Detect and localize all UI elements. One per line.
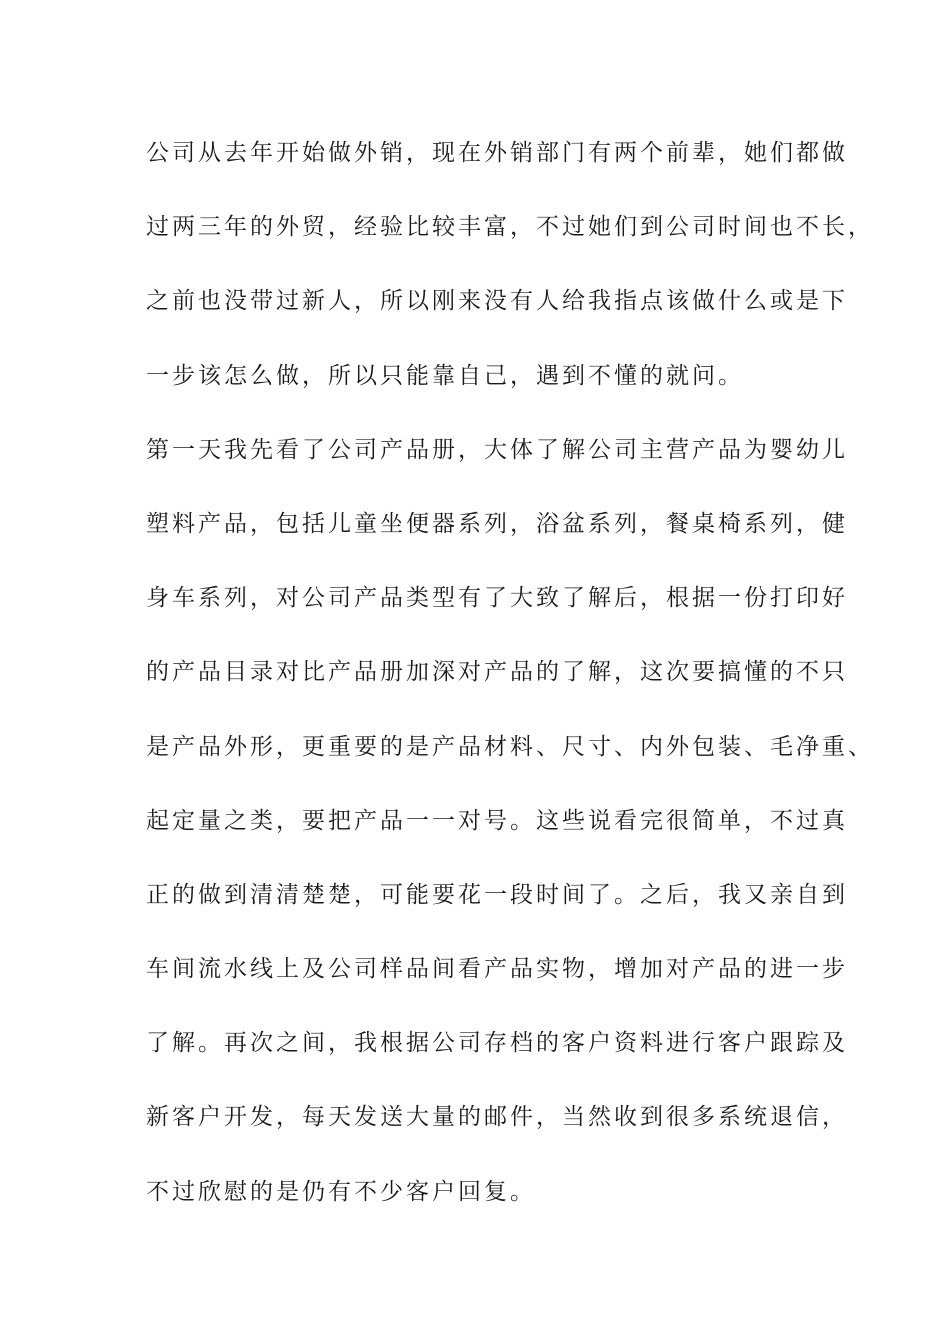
text-line: 不过欣慰的是仍有不少客户回复。 <box>146 1178 536 1205</box>
text-line: 是产品外形，更重要的是产品材料、尺寸、内外包装、毛净重、 <box>146 733 874 760</box>
text-line: 的产品目录对比产品册加深对产品的了解，这次要搞懂的不只 <box>146 659 848 686</box>
text-line: 公司从去年开始做外销，现在外销部门有两个前辈，她们都做 <box>146 140 848 166</box>
text-line: 塑料产品，包括儿童坐便器系列，浴盆系列，餐桌椅系列，健 <box>146 510 848 537</box>
text-line: 正的做到清清楚楚，可能要花一段时间了。之后，我又亲自到 <box>146 881 848 908</box>
text-line: 之前也没带过新人，所以刚来没有人给我指点该做什么或是下 <box>146 288 848 315</box>
text-line: 第一天我先看了公司产品册，大体了解公司主营产品为婴幼儿 <box>146 436 848 463</box>
text-line: 身车系列，对公司产品类型有了大致了解后，根据一份打印好 <box>146 585 848 612</box>
body-text <box>146 128 874 1241</box>
text-line: 起定量之类，要把产品一一对号。这些说看完很简单，不过真 <box>146 807 848 834</box>
text-line: 车间流水线上及公司样品间看产品实物，增加对产品的进一步 <box>146 956 848 983</box>
text-line: 过两三年的外贸，经验比较丰富，不过她们到公司时间也不长， <box>146 214 874 241</box>
text-line: 了解。再次之间，我根据公司存档的客户资料进行客户跟踪及 <box>146 1030 848 1057</box>
text-line: 一步该怎么做，所以只能靠自己，遇到不懂的就问。 <box>146 362 744 389</box>
text-line: 新客户开发，每天发送大量的邮件，当然收到很多系统退信， <box>146 1104 848 1131</box>
